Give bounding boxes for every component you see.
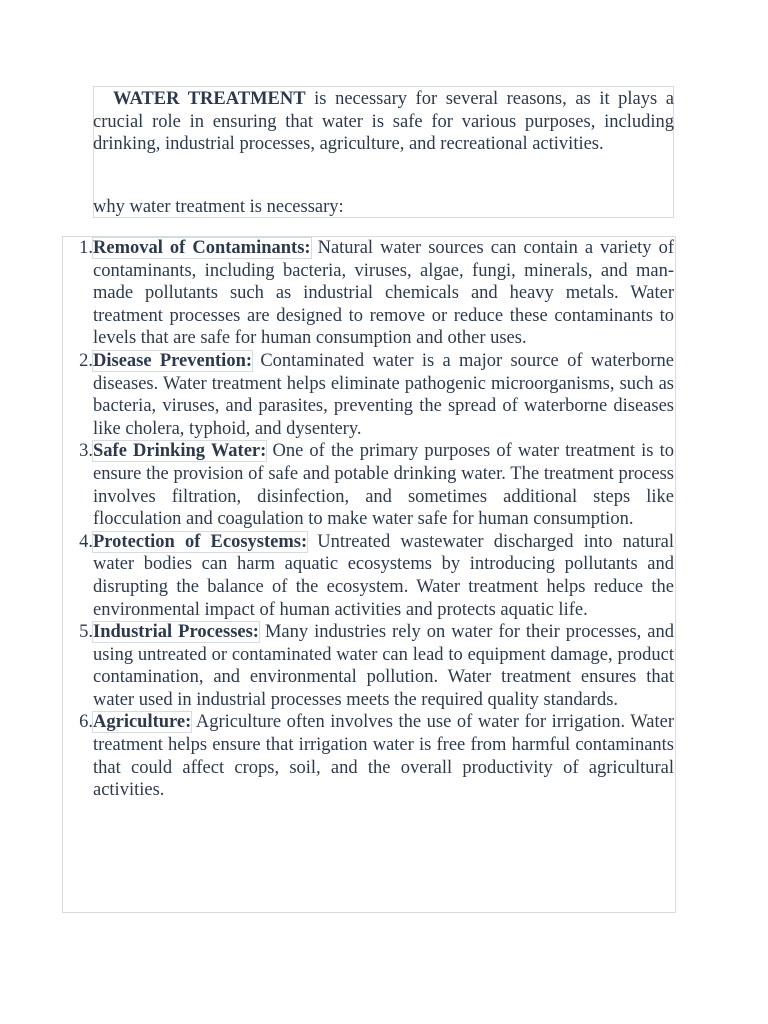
reason-text: Untreated wastewater discharged into natural water bodies can harm aquatic ecosystems by introducing pollutants and disrupting the balance of the ecosystem. Water treatment helps reduce the environmental impact of human activities and protects aquatic life.: [93, 531, 674, 620]
reason-text: Contaminated water is a major source of waterborne diseases. Water treatment helps eliminate pathogenic microorganisms, such as bacteria, viruses, and parasites, preventing the spread of waterborne diseases like cholera, typhoid, and dysentery.: [93, 350, 674, 439]
list-item-body: [93, 621, 674, 711]
reason-text: One of the primary purposes of water treatment is to ensure the provision of safe and potable drinking water. The treatment process involves filtration, disinfection, and sometimes additional steps like flocculation and coagulation to make water safe for human consumption.: [93, 441, 674, 530]
reason-term: Protection of Ecosystems:: [93, 531, 308, 552]
intro-text: is necessary for several reasons, as it plays a crucial role in ensuring that water is safe for various purposes, including drinking, industrial processes, agriculture, and recreational activities.: [93, 89, 674, 155]
list-item: [66, 440, 674, 530]
list-item-body: [93, 350, 674, 440]
list-item: [66, 531, 674, 621]
reason-text: Agriculture often involves the use of water for irrigation. Water treatment helps ensure that irrigation water is free from harmful contaminants that could affect crops, soil, and the overall productivity of agricultural activities.: [93, 712, 674, 801]
reason-text: Natural water sources can contain a variety of contaminants, including bacteria, viruses, algae, fungi, minerals, and man-made pollutants such as industrial chemicals and heavy metals. Water treatment processes are designed to remove or reduce these contaminants to levels that are safe for human consumption and other uses.: [93, 238, 674, 349]
list-number: 5.: [79, 622, 93, 643]
reason-term: Industrial Processes:: [93, 622, 259, 643]
list-item-body: [93, 531, 674, 621]
list-number: 4.: [79, 531, 93, 552]
list-item: [66, 350, 674, 440]
list-number: 3.: [79, 441, 93, 462]
list-number: 6.: [79, 712, 93, 733]
list-item-body: [93, 711, 674, 801]
reason-text: Many industries rely on water for their processes, and using untreated or contaminated water can lead to equipment damage, product contamination, and environmental pollution. Water treatment ensures that water used in industrial processes meets the required quality standards.: [93, 622, 674, 710]
reason-term: Removal of Contaminants:: [93, 238, 311, 258]
reason-term: Agriculture:: [93, 712, 192, 733]
list-item: [66, 711, 674, 801]
list-item: [66, 237, 674, 350]
list-number: 2.: [79, 350, 93, 371]
list-item-body: [93, 440, 674, 530]
list-item: [66, 621, 674, 711]
intro-lead-term: WATER TREATMENT: [113, 89, 306, 109]
reason-term: Disease Prevention:: [93, 350, 253, 371]
list-item-body: [93, 237, 674, 350]
intro-paragraph: [93, 88, 674, 156]
list-number: 1.: [79, 238, 93, 258]
reason-term: Safe Drinking Water:: [93, 441, 267, 462]
reasons-list: [66, 237, 674, 802]
intro-subheading: why water treatment is necessary:: [93, 197, 344, 217]
